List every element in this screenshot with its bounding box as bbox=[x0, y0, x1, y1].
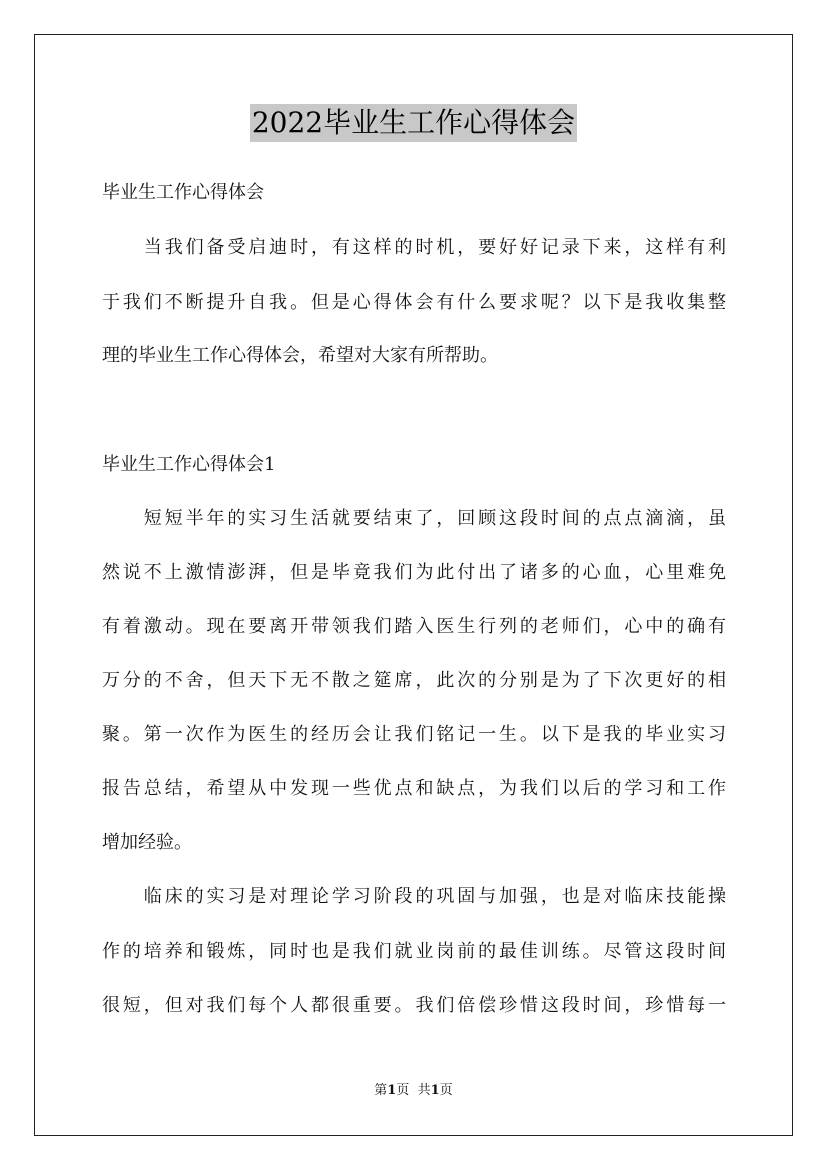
intro-line: 理的毕业生工作心得体会，希望对大家有所帮助。 bbox=[102, 345, 498, 366]
paragraph-line: 然说不上激情澎湃，但是毕竟我们为此付出了诸多的心血，心里难免 bbox=[102, 562, 726, 583]
paragraph-line: 报告总结，希望从中发现一些优点和缺点，为我们以后的学习和工作 bbox=[102, 778, 726, 799]
paragraph-line: 作的培养和锻炼，同时也是我们就业岗前的最佳训练。尽管这段时间 bbox=[102, 941, 726, 962]
total-label-prefix: 共 bbox=[417, 1083, 431, 1098]
total-label-suffix: 页 bbox=[439, 1083, 453, 1098]
paragraph-line: 万分的不舍，但天下无不散之筵席，此次的分别是为了下次更好的相 bbox=[102, 670, 726, 691]
paragraph-line: 很短，但对我们每个人都很重要。我们倍偿珍惜这段时间，珍惜每一 bbox=[102, 995, 726, 1016]
paragraph-line: 聚。第一次作为医生的经历会让我们铭记一生。以下是我的毕业实习 bbox=[102, 724, 726, 745]
title-container bbox=[0, 104, 827, 142]
paragraph-line: 增加经验。 bbox=[102, 832, 192, 853]
document-subtitle: 毕业生工作心得体会 bbox=[102, 182, 264, 203]
document-title: 2022毕业生工作心得体会 bbox=[250, 104, 577, 142]
intro-line: 于我们不断提升自我。但是心得体会有什么要求呢？以下是我收集整 bbox=[102, 292, 726, 313]
page-number: 1 bbox=[387, 1083, 397, 1098]
section-heading: 毕业生工作心得体会1 bbox=[102, 454, 276, 475]
paragraph-line: 临床的实习是对理论学习阶段的巩固与加强，也是对临床技能操 bbox=[102, 886, 726, 907]
page-label-suffix: 页 bbox=[396, 1083, 410, 1098]
paragraph-line: 短短半年的实习生活就要结束了，回顾这段时间的点点滴滴，虽 bbox=[102, 508, 726, 529]
total-pages: 1 bbox=[430, 1083, 440, 1098]
page-label-prefix: 第 bbox=[374, 1083, 388, 1098]
intro-line: 当我们备受启迪时，有这样的时机，要好好记录下来，这样有利 bbox=[102, 237, 726, 258]
page-footer bbox=[0, 1082, 827, 1100]
paragraph-line: 有着激动。现在要离开带领我们踏入医生行列的老师们，心中的确有 bbox=[102, 616, 726, 637]
